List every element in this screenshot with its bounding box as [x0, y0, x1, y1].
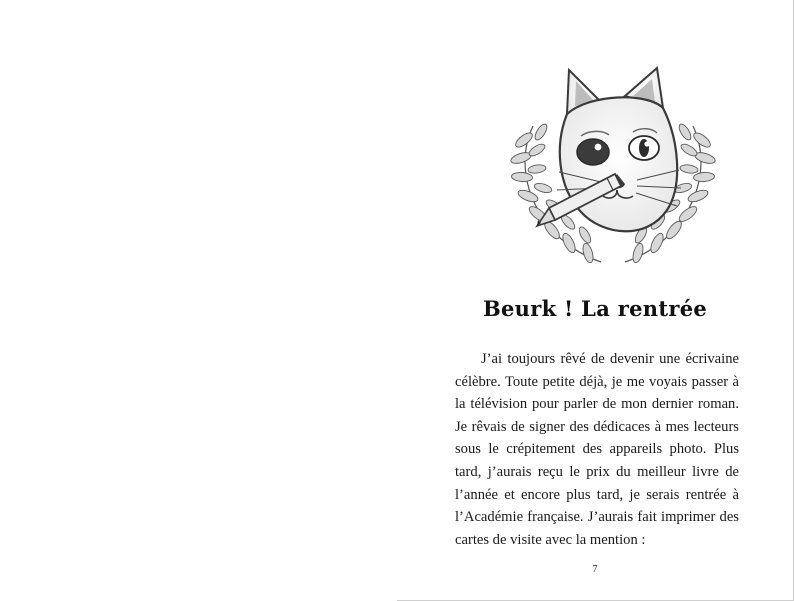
cat-with-pencil-in-laurel-wreath-icon — [497, 48, 727, 278]
body-paragraph: J’ai toujours rêvé de devenir une écrivaine célèbre. Toute petite déjà, je me voyais passer à la télévision pour parler de mon dernier roman. Je rêvais de signer des dédicaces à mes lecteurs sous le crépitement des appareils photo. Plus tard, j’aurais reçu le prix du meilleur livre de l’année et encore plus tard, je serais rentrée à l’Académie française. J’aurais fait imprimer des cartes de visite avec la mention : — [455, 351, 739, 548]
chapter-title: Beurk ! La rentrée — [482, 296, 708, 321]
right-content-page — [397, 0, 794, 601]
body-text-block — [455, 348, 739, 551]
page-number: 7 — [592, 564, 598, 575]
